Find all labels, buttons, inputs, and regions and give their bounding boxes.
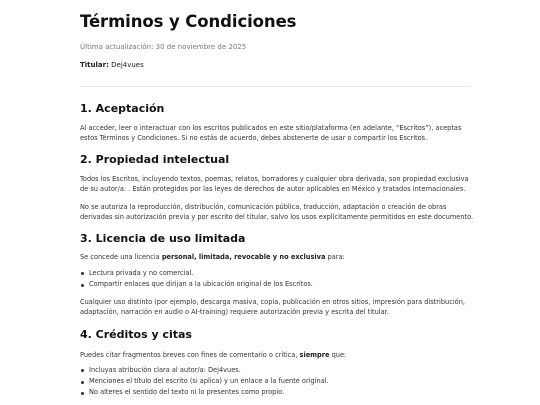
- list-item: Lectura privada y no comercial.: [80, 268, 475, 279]
- section-heading-aceptacion: 1. Aceptación: [80, 102, 165, 115]
- list-item: Compartir enlaces que dirijan a la ubicación original de los Escritos.: [80, 279, 475, 290]
- last-updated-text: Última actualización: 30 de noviembre de 2025: [80, 43, 247, 51]
- credits-list: [80, 365, 475, 399]
- intro-text: que:: [329, 351, 347, 359]
- list-item: Menciones el título del escrito (si aplica) y un enlace a la fuente original.: [80, 376, 475, 387]
- section-paragraph: No se autoriza la reproducción, distribución, comunicación pública, traducción, adaptación o creación de obras derivadas sin autorización previa y por escrito del titular, salvo los usos explícitamente permitidos en este documento.: [80, 203, 474, 222]
- list-item: Incluyas atribución clara al autor/a: Dej4vues.: [80, 365, 475, 376]
- section-paragraph: [80, 350, 475, 360]
- intro-text: Se concede una licencia: [80, 253, 162, 261]
- section-paragraph: [80, 252, 475, 262]
- intro-strong: personal, limitada, revocable y no exclusiva: [161, 253, 326, 261]
- section-paragraph: Al acceder, leer o interactuar con los escritos publicados en este sitio/plataforma (en adelante, “Escritos”), aceptas estos Términos y Condiciones. Si no estás de acuerdo, debes abstenerte de usar o compartir los Escritos.: [80, 124, 462, 143]
- intro-text: Puedes citar fragmentos breves con fines de comentario o crítica,: [80, 351, 300, 359]
- section-paragraph: Todos los Escritos, incluyendo textos, poemas, relatos, borradores y cualquier obra derivada, son propiedad exclusiva de su autor/a: . Están protegidos por las leyes de derechos de autor aplicables en México y tratados internacionales.: [80, 175, 469, 194]
- page-title: Términos y Condiciones: [80, 12, 297, 31]
- holder-value: Dej4vues: [108, 61, 144, 69]
- intro-strong: siempre: [299, 351, 330, 359]
- holder-line: [80, 61, 144, 69]
- header-divider: [80, 86, 470, 87]
- section-heading-propiedad: 2. Propiedad intelectual: [80, 153, 230, 166]
- list-item: No alteres el sentido del texto ni lo presentes como propio.: [80, 387, 475, 398]
- section-paragraph: Cualquier uso distinto (por ejemplo, descarga masiva, copia, publicación en otros sitios, impresión para distribución, adaptación, narración en audio o AI-training) requiere autorización previa y escrita del titular.: [80, 298, 465, 317]
- section-heading-creditos: 4. Créditos y citas: [80, 328, 192, 341]
- license-list: [80, 268, 475, 290]
- section-heading-licencia: 3. Licencia de uso limitada: [80, 232, 246, 245]
- intro-text: para:: [325, 253, 345, 261]
- holder-label: Titular:: [80, 61, 109, 69]
